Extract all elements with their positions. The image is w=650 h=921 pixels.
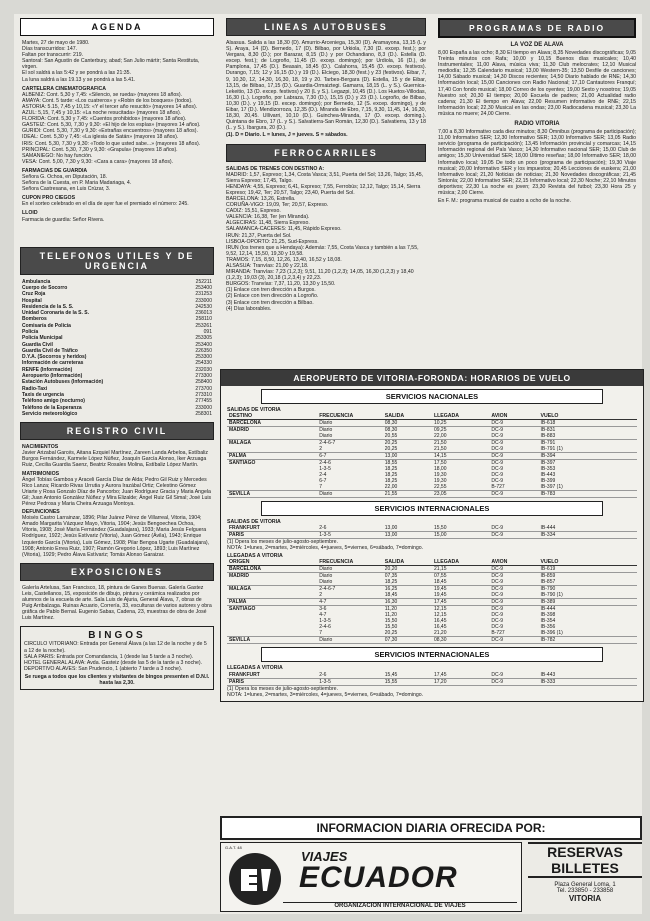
flight-cell: 21,55 — [383, 491, 432, 498]
flight-cell: 15,50 — [432, 525, 489, 532]
flight-cell: DC-9 — [489, 599, 538, 606]
phone-label: Servicio meteorológico — [22, 410, 78, 417]
flight-cell: 07,35 18,25 — [383, 573, 432, 586]
flight-cell: 2-4-6 1-3-5 2-4 6-7 7 — [317, 460, 383, 491]
column-header: AVION — [489, 413, 538, 420]
flight-cell: 2-6 — [317, 672, 383, 679]
phone-number: 258400 — [195, 379, 212, 386]
phone-number: 242530 — [195, 303, 212, 310]
bingos-foot: Se ruega a todos que los clientes y visitantes de bingos presenten el D.N.I. hasta las 2,30. — [24, 673, 210, 686]
flight-row — [227, 606, 637, 637]
ferrocarriles-header: FERROCARRILES — [226, 144, 426, 162]
flight-cell: 09,25 22,00 — [432, 427, 489, 440]
flight-cell: IB-859 IB-857 — [539, 573, 637, 586]
phone-number: 232030 — [195, 366, 212, 373]
flight-cell: 3-6 4-7 1-3-5 2-4-6 7 — [317, 606, 383, 637]
flight-cell: IB-333 — [539, 678, 637, 685]
flight-cell: DC-9 — [489, 453, 538, 460]
flight-cell: 2-4-6-7 2 — [317, 440, 383, 453]
flight-cell: FRANKFURT — [227, 525, 317, 532]
registro-body — [14, 444, 220, 558]
flight-cell: IB-831 IB-883 — [539, 427, 637, 440]
salidas-title: SALIDAS DE VITORIA — [227, 407, 281, 413]
train-line: (3) Enlace con tren dirección a Bilbao. — [226, 299, 314, 306]
flight-cell: 13,00 — [383, 532, 432, 539]
internacionales-title: SERVICIOS INTERNACIONALES — [261, 501, 603, 516]
cine-title: CARTELERA CINEMATOGRAFICA — [22, 85, 107, 92]
flight-cell: 08,30 20,55 — [383, 427, 432, 440]
phone-label: Teléfono de la Esperanza — [22, 404, 82, 411]
phone-number: 277455 — [195, 398, 212, 405]
flight-cell: DC-9 DC-9 — [489, 573, 538, 586]
phone-number: 253400 — [195, 284, 212, 291]
flight-cell: 6-7 — [317, 453, 383, 460]
ecuador-brand: ECUADOR — [299, 861, 458, 894]
column-header: VUELO — [539, 413, 637, 420]
phone-label: Policía — [22, 329, 39, 335]
cine-list — [22, 92, 212, 165]
flight-cell: 12,15 12,15 16,45 16,45 21,20 — [432, 606, 489, 637]
matrimonios-text: Ángel Tobías Gamboa y Araceli García Díaz de Alda; Pedro Gil Ruiz y Mercedes Rico Lanza; Ricardo Rivas Urrutia y Aurora Irazábal Ortiz; Celestino Gómez Uriarte y Rosa Gonzalo Díaz de Pancorbo; Juan Rodríguez Gracia y Maria Angela Gil; Juan Antonio González Núñez y Mira Elizalde; Ángel Ruiz Gil Simal; José Luis Pérez Pedrosa y Maria Cheira Arzuaga Montoya. — [22, 476, 212, 507]
bingo-item: SALA PARIS: Entrada por Comandancia, 1 (desde las 5 tarde a 3 noche). — [24, 653, 194, 660]
flight-cell: 20,25 20,25 — [383, 440, 432, 453]
flight-cell: 21,15 — [432, 566, 489, 573]
flight-cell: PARIS — [227, 532, 317, 539]
airport-header: AEROPUERTO DE VITORIA-FORONDA: HORARIOS DE VUELO — [221, 370, 643, 386]
train-line: VALENCIA: 16,38, Ter (en Miranda). — [226, 214, 310, 221]
flight-cell: 10,25 — [432, 420, 489, 427]
flight-cell: 17,20 — [432, 678, 489, 685]
flight-cell: 15,00 — [432, 532, 489, 539]
flight-cell: 1-3-5 — [317, 532, 383, 539]
ecuador-logo-area — [220, 842, 522, 912]
column-header: SALIDA — [383, 559, 432, 566]
flight-cell: IB-782 — [539, 637, 637, 644]
flight-cell: IB-397 IB-353 IB-443 IB-399 IB-397 (1) — [539, 460, 637, 491]
flight-cell: 19,45 19,45 — [432, 586, 489, 599]
telefonos-list — [14, 279, 220, 418]
train-line: (1) Enlace con tren dirección a Burgos. — [226, 287, 316, 294]
flight-cell: PARIS — [227, 678, 317, 685]
flight-cell: DC-9 — [489, 678, 538, 685]
agenda-header: AGENDA — [20, 18, 214, 36]
column-header: VUELO — [539, 559, 637, 566]
flight-cell: MALAGA — [227, 440, 317, 453]
column-header: DESTINO — [227, 413, 317, 420]
ad-address: Plaza General Loma, 1 — [554, 882, 616, 888]
phone-number: 091 — [203, 329, 212, 335]
flight-cell: 21,50 21,50 — [432, 440, 489, 453]
flight-cell: DC-9 — [489, 637, 538, 644]
flight-row — [227, 420, 637, 427]
train-line: MIRANDA: Tranvías: 7,23 (1,2,3); 9,51, 11,20 (1,2,3); 14,05, 16,30 (1,2,3) y 18,40 (1,2,3); 19,03 (3), 20,18 (1,2,3,4) y 22,23. — [226, 269, 414, 282]
flight-cell: 17,50 18,00 19,30 19,30 22,55 — [432, 460, 489, 491]
train-line: ALSASUA: Tranvías: 21,00 y 22,18. — [226, 263, 309, 269]
flight-cell: 4-7 — [317, 599, 383, 606]
autobuses-text: Alsasua. Salida a las 18,30 (D). Amurrio-Arceniega, 15,30 (D). Aramayona, 13,15 (L y S). Araya, 14 (D). Bernedo, 17 (D). Bilbao, por Urkiola, 7,30 (D. excep. fest.); por Vergara, 8,30 (D.); por Barazar, 8,15 (D.) y por Ochandiano, 8,3 (D.). Estella (D. excep. fest.); de Logroño, 11,45 (D. excep. domingo); por Urdiola, 16 (D.), de Pamplona, 17,45 (D.). Beasain, 18,45 (D.). Calahorra, 15,45 (D. excep. festivos). Durango, 7,15; 12 y 16,15 (D.) y 19 (D.). Elciego, 18,30 (fest.) y 23 (festivos). Eibar, 7, 9, 10,30, 12, 14,30, 16,30, 18, 19 y 20. Tarbes-Bergara (D). Estella, 15 y de Eibar, 13,15, de Bilbao, 17,15 (D.). Guardia-Ormaiztegi. Gamarra, 18,15 (L. y S.). Guernica-Lekeitio, 13 (D. excep. festivos) y 20 (L y S.). Legazpi, 10,45 (D.). Los Huetos-Villodas, 16,30 (L.). Logroño, por Labraza, 7,30 (D.), 15,15 (D.) y 23 (D.). Logroño, de Bilbao, 10,30 (D.). y 19,15 (D. excep. domingo); por Bernedo, 12 (S. excep. domingo), y de Eibar, 17 (D.). Mendizorroza, 12,35 (D.). Miranda de Ebro, 7,15, 9,30, 11,45, 14, 16,30, 18,30, 20,45. Ullívarri, 10,10 (D.). Guinchea-Miranda, 17 (D. excep. doming.). Quintana de Ebro, 17 (L. y S.). Salvatierra-San Román, 12,30 (D.). Salvatierra, 13 y 18 (L. y S.). Ibargura, 20 (D.). — [226, 40, 426, 132]
agenda-line: Faltan por transcurrir: 219. — [22, 52, 84, 59]
cine-item: AMAYA: Cont. 5 tarde: «Los cuatreros» y «Robin de los bosques» (todos). — [22, 97, 193, 104]
phone-row — [22, 411, 212, 417]
flight-cell: Diario — [317, 491, 383, 498]
flight-cell: 13,00 — [383, 525, 432, 532]
llegadas-title: LLEGADAS A VITORIA — [227, 553, 283, 560]
flight-cell: 08,30 — [432, 637, 489, 644]
flight-cell: 15,45 — [383, 672, 432, 679]
phone-label: Cuerpo de Socorro — [22, 284, 68, 291]
flight-cell: 2-4-6-7 2 — [317, 586, 383, 599]
phone-number: 231253 — [195, 291, 212, 298]
train-line: IRUN: 21,37, Puerta del Sol. — [226, 232, 292, 239]
flight-cell: IB-791 IB-791 (1) — [539, 440, 637, 453]
flight-row — [227, 599, 637, 606]
int-llegadas-table — [227, 672, 637, 686]
phone-number: 258110 — [195, 316, 212, 323]
phone-label: RENFE (Información) — [22, 366, 73, 373]
train-line: MADRID: 1,57, Expreso; 1,34, Costa Vasca; 3,51, Puerta del Sol; 13,26, Talgo; 15,45, Sierra Expreso; 17,45, Talgo. — [226, 171, 424, 184]
radio-vitoria-text: 7,00 a 8,30 Informativo cada diez minutos; 8,30 Ómnibus (programa de participación); 11,00 Informativo SER; 12,30 Informativo SER; 13,00 Informativo SER; 13,05 Radio servicio (programa de participación); 13,45 Información provincial y comarcas; 14,15 Información regional del País Vasco; 14,30 Informativo nacional SER; 15,00 Club de amigos; 15,30 Universidad SER; 18,00 Último reseñas; 18,00 Informativo SER; 18,00 Informativo local; 19,05 De todo un poco (programa de participación); 19,30 Viaje musical; 20,00 Informativo SER y los impuestos; 20,45 Lecciones de euskera; 21,00 Informativo local; 21,20 Noticias de noticias; 21,30 Novedades discográficas; 21,45 Sintonía; 22,00 Informativo SER; 22,15 Informativo local; 22,30 Noche; 22,10 Minutos deportivos; 22,30 La noche es joven; 23,30 Revista del futbol; 23,30 Hora 25 y música; 2,00 Cierre. — [438, 129, 636, 196]
cine-item: SAMANIEGO: No hay función. — [22, 152, 93, 159]
flight-cell: DC-9 — [489, 566, 538, 573]
flight-cell: IB-389 — [539, 599, 637, 606]
bingos-title: BINGOS — [88, 630, 146, 642]
ferrocarriles-sub: SALIDAS DE TRENES CON DESTINO A: — [226, 165, 325, 172]
phone-label: Guardia Civil de Tráfico — [22, 347, 78, 354]
radio-header: PROGRAMAS DE RADIO — [438, 18, 636, 38]
flight-cell: PALMA — [227, 599, 317, 606]
flight-row — [227, 440, 637, 453]
phone-number: 273700 — [195, 385, 212, 392]
flight-cell: Diario — [317, 420, 383, 427]
ad-city: VITORIA — [568, 894, 602, 903]
farmacias-title: FARMACIAS DE GUARDIA — [22, 167, 88, 174]
autobuses-foot: (1). D = Diario. L = lunes, J = jueves. S = sábados. — [226, 132, 348, 139]
phone-number: 273300 — [195, 373, 212, 380]
radio-body — [432, 42, 642, 204]
nac-salidas-table — [227, 413, 637, 498]
phone-label: Guardia Civil — [22, 341, 53, 348]
column-header: LLEGADA — [432, 413, 489, 420]
flight-row — [227, 427, 637, 440]
phone-number: 273310 — [195, 391, 212, 398]
flight-cell: FRANKFURT — [227, 672, 317, 679]
nacionales-title: SERVICIOS NACIONALES — [261, 389, 603, 404]
flight-row — [227, 678, 637, 685]
flight-cell: IB-444 IB-398 IB-354 IB-356 IB-396 (1) — [539, 606, 637, 637]
flight-cell: PALMA — [227, 453, 317, 460]
flight-cell: Diario Diario — [317, 427, 383, 440]
flight-cell: SANTIAGO — [227, 606, 317, 637]
matrimonios-title: MATRIMONIOS — [22, 470, 60, 477]
bingos-list — [24, 641, 210, 671]
flight-cell: MADRID — [227, 427, 317, 440]
flight-cell: MADRID — [227, 573, 317, 586]
flight-cell: BARCELONA — [227, 420, 317, 427]
flight-cell: 2-6 — [317, 525, 383, 532]
flight-cell: DC-9 — [489, 491, 538, 498]
agenda-line: Días transcurridos: 147. — [22, 46, 78, 53]
phone-label: Residencia de la S. S. — [22, 303, 74, 310]
cine-item: GURIDI: Cont. 5,30, 7,30 y 9,30: «Extrañas encuentros» (mayores 18 años). — [22, 128, 198, 135]
flight-cell: 18,55 18,25 18,25 18,25 22,00 — [383, 460, 432, 491]
note-1: (1) Opera los meses de julio-agosto-septiembre. — [227, 539, 339, 546]
int-llegadas-title: LLEGADAS A VITORIA — [227, 665, 283, 672]
flight-cell: IB-619 — [539, 566, 637, 573]
cupon-text: En el sorteo celebrado en el día de ayer fue el premiado el número: 245. — [22, 201, 189, 208]
voz-alava-title: LA VOZ DE ALAVA — [510, 42, 564, 48]
cine-item: IDEAL: Cont. 5,30 y 7,45: «La iglesia de Satán» (mayores 18 años). — [22, 134, 179, 141]
defunciones-text: Moisés Castro Larrainzar, 1896; Pilar Juárez Pérez de Villarreal, Vitoria, 1904; Amado Margarita Vázquez Mayo, Vitoria, 1904; Jesús Bengoechea Ochoa, Vitoria, 1908; José María Fernández (Guadalajara), 1933; Maria Jesús Felguera Rodríguez, 1922; Jesús Estívariz (Vitoria), Juan Gómez (Ávila), 1943; Enrique Izquierdo García (Vitoria), Luis Gómez, 1908; Pilar Bengoa Ugarte (Guadalajara), 1908; Antonio Errea Ruiz, 1907; Ramón Gregorio López, 1893; Luis Martínez (Vitoria), 1929; Pedro Álava Estívariz; Tomás Alonso Garaizar. — [22, 515, 210, 558]
ferrocarriles-body — [220, 166, 432, 312]
flight-cell: DC-9 DC-9 DC-9 DC-9 B-727 — [489, 606, 538, 637]
middle-column — [220, 14, 432, 312]
flight-cell: IB-790 IB-790 (1) — [539, 586, 637, 599]
column-header: AVION — [489, 559, 538, 566]
defunciones-title: DEFUNCIONES — [22, 509, 60, 516]
flight-cell: MALAGA — [227, 586, 317, 599]
ad-phone: Tel. 233850 - 233858 — [556, 888, 614, 894]
int-salidas-title: SALIDAS DE VITORIA — [227, 519, 281, 526]
flight-row — [227, 566, 637, 573]
ecuador-logo-icon — [227, 851, 287, 907]
column-header: ORIGEN — [227, 559, 317, 566]
train-line: HENDAYA: 4,55, Expreso; 6,41, Expreso; 7,55, Ferrobús; 12,12, Talgo; 15,14, Sierra Expreso; 19,42, Ter; 20,57, Talgo; 23,40, Puerta del Sol. — [226, 183, 421, 196]
agenda-line: Santoral: San Agustín de Canterbury, abad; San Julio mártir; Santa Restituta, virgen. — [22, 58, 200, 71]
phone-number: 236013 — [195, 310, 212, 317]
agenda-line: El sol saldrá a las 5:42 y se pondrá a las 21:35. — [22, 70, 132, 77]
int-salidas-table — [227, 525, 637, 539]
left-column — [14, 14, 220, 693]
agenda-body — [14, 40, 220, 223]
flight-cell: DC-9 DC-9 — [489, 440, 538, 453]
flight-cell: 08,30 — [383, 420, 432, 427]
train-line: TRAMOS: 7,15, 8,50, 12,26, 13,40, 16,52 y 18,08. — [226, 256, 342, 263]
train-line: IRUN (los trenes que a Hendaya): Además: 7,55, Costa Vasca y también a las 7,55, 9,52, 12,14, 15,50, 19,30 y 19,58. — [226, 244, 419, 257]
viajes-word: VIAJES — [301, 849, 348, 864]
bingo-item: CIRCULO VITORIANO: Entrada por General Álava (a las 12 de la noche y de 5 a 12 de la noche). — [24, 641, 207, 654]
phone-label: D.Y.A. (Socorros y heridos) — [22, 354, 87, 361]
note-3: (1) Opera los meses de julio-agosto-septiembre. — [227, 685, 339, 692]
cine-item: FLORIDA: Cont. 5,30 y 7,45: «Cuentos prohibidos» (mayores 18 años). — [22, 116, 187, 123]
cine-item: AZUL: 5,15, 7,45 y 10,15: «La noche resucitada» (mayores 18 años). — [22, 110, 182, 117]
registro-header: REGISTRO CIVIL — [20, 422, 214, 440]
flight-cell: DC-9 DC-9 — [489, 586, 538, 599]
telefonos-header: TELEFONOS UTILES Y DE URGENCIA — [20, 247, 214, 275]
ad-banner: INFORMACION DIARIA OFRECIDA POR: — [220, 816, 642, 840]
airport-block — [220, 369, 644, 702]
radio-vitoria-foot: En F. M.: programa musical de cuatro a ocho de la noche. — [438, 198, 571, 205]
flight-cell: 07,55 18,45 — [432, 573, 489, 586]
train-line: BURGOS: Tranvías: 7,37, 11,20, 13,30 y 15,50. — [226, 281, 336, 288]
phone-number: 233000 — [195, 297, 212, 304]
gat-code: G.A.T. 48 — [225, 845, 242, 850]
flight-cell: SANTIAGO — [227, 460, 317, 491]
cine-item: GASTEIZ: Cont. 5,30, 7,30 y 9,30: «El hijo de los espías» (mayores 14 años). — [22, 122, 201, 129]
flight-row — [227, 460, 637, 491]
phone-number: 258301 — [195, 410, 212, 417]
phone-number: 253300 — [195, 354, 212, 361]
newspaper-page — [14, 14, 642, 914]
billetes-word: BILLETES — [528, 860, 642, 878]
flight-cell: SEVILLA — [227, 491, 317, 498]
flight-row — [227, 586, 637, 599]
voz-alava-text: 8,00 España a las ocho; 8,30 El tiempo en Alava; 8,35 Novedades discográficas; 9,05 Treinta minutos con Rafa; 10,00 y 10,15 Buenos días musicales; 10,40 Instrumentales; 11,00 Alava, música viva; 11,30 Club melocrates; 12,10 Musical mediodía; 12,35 Calendario musical; 13,00 Western-35; 13,50 Desfile de canciones; 14,00 Sábado musical; 14,30 Discos recientes; 14,50 Diario hablado de RNE; 14,30 Información local; 15,00 Canciones con Radio Nacional; 17,10 Cantautores Franquí; 17,40 Con fondo musical; 18,00 Correo de los oyentes; 19,00 Sexto y nosotros; 19,05 Nuestro sol; 20,30 El tiempo; 20,00 Escuela de padres; 21,00 Actualidad radio cadena; 21,30 El tiempo en Alava; 22,00 Resumen informativo de RNE; 22,15 Información local; 22,30 Musical en las ondas; 23,00 Radiocadena musical; 23,30 La música no muere; 24,00 Cierre. — [438, 50, 636, 117]
flight-cell: IB-334 — [539, 532, 637, 539]
flight-row — [227, 453, 637, 460]
right-column — [432, 14, 642, 204]
agenda-line: La luna saldrá a las 19.13 y se pondrá a las 5.41. — [22, 76, 136, 83]
bingos-box — [20, 626, 214, 690]
reservas-area — [522, 842, 642, 912]
flight-cell: 13,00 — [383, 453, 432, 460]
phone-number: 253261 — [195, 322, 212, 329]
cine-item: PRINCIPAL: Cont. 5,30, 7,30 y 9,30: «Grapula» (mayores 18 años). — [22, 146, 178, 153]
exposiciones-text: Galería Artelusa, San Francisco, 18, pintura de Ganes Buenas. Galería Gastez Leis, Castellanos, 15, exposición de dibujo, pintura y cerámica realizados por alumnos de la escuela de arte. Sala Luis de Ajuria, General Álava, 7, obras de Puig Arribalzaga. Ruinas Acuario, Correría, 33, esculturas de varios autores y obra gráfica de Pablo Bernal. Eugenio Sabas, Cadena, 23, muestras de obra de José Luis Martínez. — [22, 584, 212, 622]
flight-cell: 16,30 — [383, 599, 432, 606]
farmacia-item: Señora G. Ochoa, en Diputación, 18. — [22, 173, 108, 180]
note-4: NOTA: 1=lunes, 2=martes, 3=miércoles, 4=jueves, 5=viernes, 6=sábado, 7=domingo. — [227, 691, 424, 698]
phone-label: Comisaría de Policía — [22, 322, 71, 329]
phone-label: Radio-Taxi — [22, 385, 48, 392]
internacionales-title-2: SERVICIOS INTERNACIONALES — [261, 647, 603, 662]
phone-number: 233000 — [195, 404, 212, 411]
cine-item: ALBENIZ: Cont. 5,30 y 7,45: «Silencio, se rueda» (mayores 18 años). — [22, 91, 183, 98]
phone-label: Información de carreteras — [22, 360, 84, 367]
flight-cell: SEVILLA — [227, 637, 317, 644]
flight-cell: Diario — [317, 637, 383, 644]
flight-cell: Diario Diario — [317, 573, 383, 586]
flight-row — [227, 532, 637, 539]
farmacias-list — [22, 174, 212, 192]
advert — [220, 816, 642, 910]
phone-label: Bomberos — [22, 316, 47, 323]
phone-number: 254330 — [195, 360, 212, 367]
flight-row — [227, 637, 637, 644]
train-line: LISBOA-OPORTO: 21,25, Sud-Express. — [226, 238, 319, 245]
train-line: CORUÑA-VIGO: 19,09, Ter; 20,57, Expreso. — [226, 202, 329, 209]
flight-cell: DC-9 — [489, 672, 538, 679]
flight-cell: IB-783 — [539, 491, 637, 498]
reservas-word: RESERVAS — [528, 842, 642, 860]
exposiciones-header: EXPOSICIONES — [20, 563, 214, 581]
phone-number: 253400 — [195, 341, 212, 348]
train-line: ALGECIRAS: 11,48, Sierra Expreso. — [226, 220, 310, 227]
train-line: SALAMANCA-CACERES: 11,45, Rápido Expreso. — [226, 226, 342, 233]
phone-label: Estación Autobuses (Información) — [22, 379, 104, 386]
phone-label: Cruz Roja — [22, 291, 46, 298]
lloid-text: Farmacia de guardia: Señor Rivera. — [22, 216, 105, 223]
cine-item: ASTORIA: 5.15, 7,45 y 10,15: «Y el tercer año resucitó» (mayores 14 años). — [22, 103, 198, 110]
radio-vitoria-title: RADIO VITORIA — [514, 121, 560, 128]
cine-item: VESA: Cont. 5,00, 7,30 y 9,30: «Cara a cara» (mayores 18 años). — [22, 158, 174, 165]
train-line: (2) Enlace con tren dirección a Logroño. — [226, 293, 319, 300]
flight-cell: BARCELONA — [227, 566, 317, 573]
agenda-line: Martes, 27 de mayo de 1980. — [22, 40, 90, 46]
cupon-title: CUPON PRO CIEGOS — [22, 195, 76, 202]
cine-item: IRIS: Cont. 5,30, 7,30 y 9,30: «Todo lo que usted sabe...» (mayores 18 años). — [22, 140, 201, 147]
train-line: CADIZ: 15,51, Expreso. — [226, 208, 281, 215]
flight-cell: 14,15 — [432, 453, 489, 460]
flight-cell: 23,05 — [432, 491, 489, 498]
ferrocarriles-list — [226, 172, 426, 312]
lloid-title: LLOID — [22, 210, 38, 217]
phone-number: 226350 — [195, 347, 212, 354]
phone-label: Teléfono amigo (nocturno) — [22, 398, 85, 405]
column-header: FRECUENCIA — [317, 559, 383, 566]
flight-cell: 17,45 — [432, 672, 489, 679]
phone-label: Hospital — [22, 297, 42, 304]
column-header: FRECUENCIA — [317, 413, 383, 420]
flight-cell: DC-9 DC-9 DC-9 DC-9 B-727 — [489, 460, 538, 491]
bingo-item: DEPORTIVO ALAVES: San Prudencio, 1 (abierto 7 tarde a 3 noche). — [24, 665, 183, 672]
flight-cell: Diario — [317, 566, 383, 573]
flight-cell: 07,30 — [383, 637, 432, 644]
farmacia-item: Señora de la Cuesta, en P. Maria Madariaga, 4. — [22, 180, 132, 187]
phone-number: 252211 — [195, 278, 212, 285]
farmacia-item: Señora Castresana, en Luis Crúzar, 3. — [22, 186, 111, 193]
nac-llegadas-table — [227, 559, 637, 644]
flight-cell: IB-618 — [539, 420, 637, 427]
flight-cell: 17,45 — [432, 599, 489, 606]
flight-cell: 11,20 11,20 15,50 15,50 20,25 — [383, 606, 432, 637]
note-2: NOTA: 1=lunes, 2=martes, 3=miércoles, 4=jueves, 5=viernes, 6=sábado, 7=domingo. — [227, 545, 424, 552]
phone-label: Aeropuerto (Información) — [22, 373, 83, 380]
bingo-item: HOTEL GENERAL ALAVA: Avda. Gasteiz (desde las 5 de la tarde a 3 noche). — [24, 659, 203, 666]
flight-cell: 20,20 — [383, 566, 432, 573]
agenda-intro — [22, 40, 212, 83]
autobuses-header: LINEAS AUTOBUSES — [226, 18, 426, 36]
flight-cell: IB-394 — [539, 453, 637, 460]
flight-cell: DC-9 DC-9 — [489, 427, 538, 440]
train-line: (4) Días laborables. — [226, 305, 272, 312]
flight-cell: IB-444 — [539, 525, 637, 532]
flight-cell: 1-3-5 — [317, 678, 383, 685]
phone-label: Ambulancia — [22, 278, 51, 285]
flight-row — [227, 491, 637, 498]
flight-cell: DC-9 — [489, 532, 538, 539]
train-line: BARCELONA: 13,26, Estrella. — [226, 195, 296, 202]
flight-cell: DC-9 — [489, 525, 538, 532]
phone-label: Unidad Coronaria de la S. S. — [22, 310, 89, 317]
flight-cell: 16,25 18,45 — [383, 586, 432, 599]
column-header: LLEGADA — [432, 559, 489, 566]
flight-cell: 15,55 — [383, 678, 432, 685]
nacimientos-text: Javier Arizabal Garcés, Aitana Ezquiel Martínez, Zareen Landa Arbeloa, Estíbaliz Burgos Fernández, Karmele López Núñez, Joaquín García Alonso, Iker Arzuaga Ruiz, Cecilia Guardia Saenz, Beatriz Rosales Molina, Estíbaliz López Martín. — [22, 450, 208, 469]
nacimientos-title: NACIMIENTOS — [22, 444, 59, 451]
phone-label: Policía Municipal — [22, 335, 63, 342]
flight-row — [227, 573, 637, 586]
phone-label: Taxis de urgencia — [22, 391, 64, 398]
phone-number: 253305 — [195, 335, 212, 342]
flight-cell: DC-9 — [489, 420, 538, 427]
column-header: SALIDA — [383, 413, 432, 420]
ecuador-tag: ORGANIZACION INTERNACIONAL DE VIAJES — [283, 902, 517, 909]
flight-cell: IB-443 — [539, 672, 637, 679]
